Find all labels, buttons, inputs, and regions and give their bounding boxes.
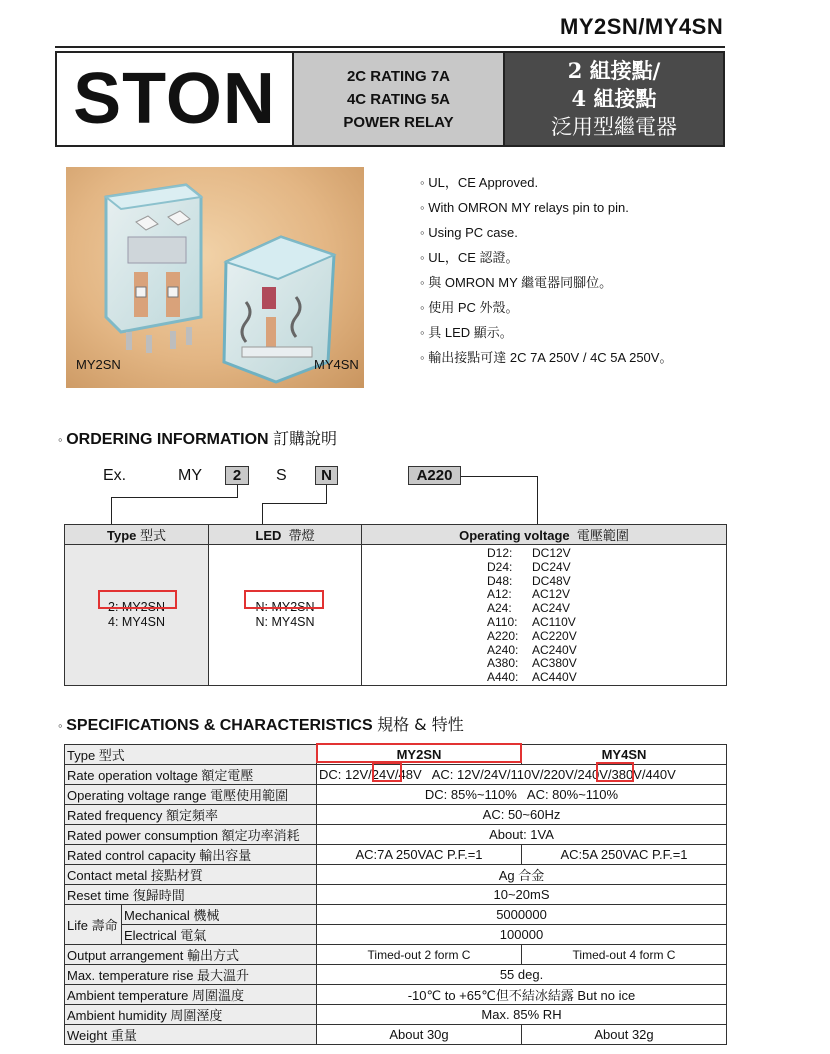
spec-label: Contact metal 接點材質	[65, 865, 317, 885]
spec-value: About: 1VA	[317, 825, 727, 845]
rating-line: 2C RATING 7A	[346, 67, 451, 85]
relay-illustration	[66, 167, 364, 388]
spec-label: Weight 重量	[65, 1025, 317, 1045]
table-row	[65, 805, 727, 825]
spec-label: Rated frequency 額定頻率	[65, 805, 317, 825]
specs-heading-zh: 規格 & 特性	[377, 715, 464, 734]
spec-label: Rated control capacity 輸出容量	[65, 845, 317, 865]
spec-label: Type 型式	[65, 745, 317, 765]
feature-item: ◦ 輸出接點可達 2C 7A 250V / 4C 5A 250V。	[420, 345, 672, 370]
product-photo	[66, 167, 364, 388]
table-row	[65, 925, 727, 945]
ordering-heading-zh: 訂購說明	[273, 429, 338, 448]
connector-line	[262, 503, 327, 504]
my2sn-relay-image	[106, 185, 201, 353]
spec-value-my4sn: AC:5A 250VAC P.F.=1	[522, 845, 727, 865]
table-row	[65, 865, 727, 885]
voltage-row: A24: AC24V	[487, 601, 571, 616]
table-row	[65, 1005, 727, 1025]
spec-value-my4sn: Timed-out 4 form C	[522, 945, 727, 965]
zh-title-line: 泛用型繼電器	[551, 115, 677, 139]
spec-label: Rated power consumption 額定功率消耗	[65, 825, 317, 845]
table-row	[65, 845, 727, 865]
model-code: MY2SN/MY4SN	[560, 14, 724, 39]
table-row	[65, 905, 727, 925]
spec-value: 5000000	[317, 905, 727, 925]
voltage-row: A380: AC380V	[487, 656, 577, 671]
highlight-dc24v	[372, 762, 402, 782]
spec-label: Rate operation voltage 額定電壓	[65, 765, 317, 785]
type-code-box: 2	[225, 466, 249, 485]
feature-item: ◦ With OMRON MY relays pin to pin.	[420, 195, 672, 220]
voltage-row: D12: DC12V	[487, 546, 571, 560]
table-row	[65, 825, 727, 845]
led-code-box: N	[315, 466, 338, 485]
feature-item: ◦ UL，CE Approved.	[420, 170, 672, 195]
title-banner	[55, 51, 725, 147]
type-header: Type 型式	[65, 525, 209, 545]
spec-value-my2sn: About 30g	[317, 1025, 522, 1045]
connector-line	[262, 503, 263, 524]
highlight-led-my2sn	[244, 590, 324, 609]
spec-label: Ambient humidity 周圍溼度	[65, 1005, 317, 1025]
spec-value-my4sn: About 32g	[522, 1025, 727, 1045]
led-header: LED 帶燈	[209, 525, 362, 545]
spec-label: Max. temperature rise 最大溫升	[65, 965, 317, 985]
spec-label: Reset time 復歸時間	[65, 885, 317, 905]
spec-value: 55 deg.	[317, 965, 727, 985]
rating-line: 4C RATING 5A	[346, 90, 451, 108]
table-row	[65, 945, 727, 965]
feature-item: ◦ 具 LED 顯示。	[420, 320, 672, 345]
column-my2sn: MY2SN	[317, 745, 522, 765]
table-row	[65, 965, 727, 985]
led-option: N: MY4SN	[255, 615, 315, 629]
voltage-row: A240: AC240V	[487, 642, 577, 657]
photo-label-my4sn: MY4SN	[314, 357, 359, 372]
spec-value-my2sn: AC:7A 250VAC P.F.=1	[317, 845, 522, 865]
ordering-heading	[58, 426, 337, 449]
led-options-cell	[209, 545, 362, 686]
voltage-header: Operating voltage 電壓範圍	[362, 525, 727, 545]
led-option: N: MY2SN	[255, 600, 315, 614]
connector-line	[537, 476, 538, 524]
spec-value: Max. 85% RH	[317, 1005, 727, 1025]
rating-panel	[294, 53, 505, 145]
specs-heading-en: SPECIFICATIONS & CHARACTERISTICS	[66, 717, 373, 734]
spec-value: DC: 12V/24V/48V AC: 12V/24V/110V/220V/240V/380V/440V	[317, 765, 727, 785]
specs-table	[64, 744, 727, 1045]
connector-line	[111, 497, 238, 498]
highlight-ac240v	[596, 762, 634, 782]
column-my4sn: MY4SN	[522, 745, 727, 765]
spec-value: 100000	[317, 925, 727, 945]
voltage-row: D48: DC48V	[487, 573, 571, 588]
spec-label-life: Life 壽命	[65, 905, 122, 945]
specs-heading	[58, 712, 464, 735]
feature-item: ◦ 使用 PC 外殼。	[420, 295, 672, 320]
rating-line: POWER RELAY	[343, 113, 454, 131]
photo-label-my2sn: MY2SN	[76, 357, 121, 372]
spec-value-my2sn: Timed-out 2 form C	[317, 945, 522, 965]
example-label: Ex.	[103, 467, 127, 484]
connector-line	[326, 485, 327, 503]
spec-value: -10℃ to +65℃但不結冰結露 But no ice	[317, 985, 727, 1005]
spec-label: Output arrangement 輸出方式	[65, 945, 317, 965]
spec-value: 10~20mS	[317, 885, 727, 905]
voltage-row: A12: AC12V	[487, 587, 571, 602]
code-s: S	[276, 467, 287, 484]
zh-title-line: 4 組接點	[571, 86, 657, 111]
table-row	[65, 885, 727, 905]
table-row	[65, 785, 727, 805]
feature-item: ◦ Using PC case.	[420, 220, 672, 245]
voltage-row: A220: AC220V	[487, 628, 577, 643]
type-option: 4: MY4SN	[108, 615, 165, 629]
connector-line	[461, 476, 538, 477]
connector-line	[111, 497, 112, 524]
type-option: 2: MY2SN	[108, 600, 165, 614]
highlight-type-my2sn	[98, 590, 177, 609]
chinese-title-panel	[505, 53, 723, 145]
header-rule	[55, 46, 725, 48]
brand-logo: STON	[57, 53, 294, 145]
table-row	[65, 1025, 727, 1045]
spec-sublabel: Mechanical 機械	[122, 905, 317, 925]
feature-list	[420, 170, 672, 370]
spec-value: AC: 50~60Hz	[317, 805, 727, 825]
voltage-code-box: A220	[408, 466, 461, 485]
voltage-list-cell	[362, 545, 727, 686]
type-options-cell	[65, 545, 209, 686]
spec-sublabel: Electrical 電氣	[122, 925, 317, 945]
code-prefix: MY	[178, 467, 202, 484]
spec-label: Ambient temperature 周圍溫度	[65, 985, 317, 1005]
spec-value: Ag 合金	[317, 865, 727, 885]
zh-title-line: 2 組接點/	[567, 58, 661, 83]
spec-value: DC: 85%~110% AC: 80%~110%	[317, 785, 727, 805]
highlight-column-my2sn	[316, 743, 522, 763]
voltage-row: D24: DC24V	[487, 559, 571, 574]
table-row	[65, 985, 727, 1005]
feature-item: ◦ 與 OMRON MY 繼電器同腳位。	[420, 270, 672, 295]
voltage-row: A440: AC440V	[487, 670, 577, 685]
ordering-heading-en: ORDERING INFORMATION	[66, 431, 269, 448]
spec-label: Operating voltage range 電壓使用範圍	[65, 785, 317, 805]
voltage-row: A110: AC110V	[487, 614, 576, 629]
feature-item: ◦ UL，CE 認證。	[420, 245, 672, 270]
